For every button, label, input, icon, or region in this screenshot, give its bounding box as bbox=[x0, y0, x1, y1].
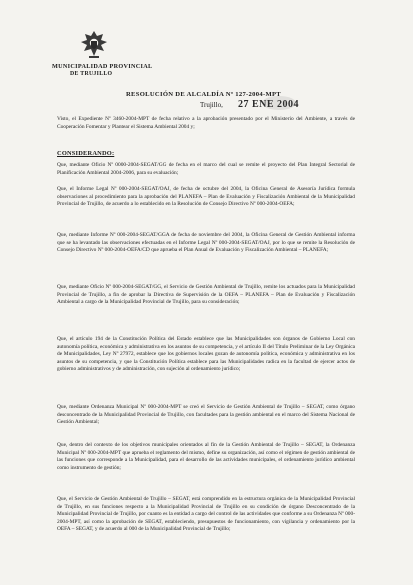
considerando-paragraph-2 bbox=[57, 186, 355, 209]
considerando-paragraph-5 bbox=[57, 336, 355, 374]
org-name-line1: MUNICIPALIDAD PROVINCIAL bbox=[52, 63, 153, 70]
resolution-title: RESOLUCIÓN DE ALCALDÍA Nº 127-2004-MPT bbox=[126, 91, 281, 98]
ink-smudge bbox=[262, 96, 296, 110]
date-stamp: 27 ENE 2004 bbox=[238, 99, 300, 110]
paragraph-text: Visto, el Expediente Nº 3460-2004-MPT de fecha relativo a la aprobación presentado por el Ministerio del Ambiente, a través de Cooperación Fomentar y Plantear el Sistema Ambiental 2004 y; bbox=[57, 116, 355, 130]
section-heading: CONSIDERANDO: bbox=[57, 150, 115, 157]
paragraph-text: Que, mediante Oficio Nº 000-2004-SEGAT/GG, el Servicio de Gestión Ambiental de Trujillo, remite los actuados para la Municipalidad Provincial de Trujillo, a fin de aprobar la Directiva de Supervisión de la OEFA – PLANEFA – Plan de Evaluación y Fiscalización Ambiental a cargo de la Municipalidad Provincial de Trujillo, para su consideración; bbox=[57, 284, 355, 305]
paragraph-text: Que, dentro del contexto de los objetivos municipales orientados al fin de la Gestión Ambiental de Trujillo – SEGAT, la Ordenanza Municipal Nº 000-2004-MPT que aprueba el reglamento del mismo, define su organización, así como el régimen de gestión ambiental de las funciones que corresponde a la Municipalidad, para el desarrollo de las actividades municipales, el ordenamiento jurídico ambiental como instrumento de gestión; bbox=[57, 442, 355, 471]
visto-paragraph bbox=[57, 116, 355, 131]
paragraph-text: Que, el artículo 194 de la Constitución Política del Estado establece que las Municipalidades son órganos de Gobierno Local con autonomía política, económica y administrativa en los asuntos de su competencia, y el artículo II del Título Preliminar de la Ley Orgánica de Municipalidades, Ley Nº 27972, establece que los gobiernos locales gozan de autonomía política, económica y administrativa en los asuntos de su competencia, y que la Constitución Política establece para las Municipalidades radica en la facultad de ejercer actos de gobierno administrativos y de administración, con sujeción al ordenamiento jurídico; bbox=[57, 336, 355, 372]
place-label: Trujillo, bbox=[200, 101, 223, 109]
considerando-paragraph-4 bbox=[57, 284, 355, 307]
paragraph-text: Que, el Servicio de Gestión Ambiental de Trujillo – SEGAT, está comprendido en la estructura orgánica de la Municipalidad Provincial de Trujillo, en sus funciones respecto a la Municipalidad Provincial de Trujillo en su condición de órgano Desconcentrado de la Municipalidad Provincial de Trujillo, por cuanto es la entidad a cargo del control de las actividades que conforme a su Ordenanza Nº 000-2004-MPT, así como la aprobación de SEGAT, estableciendo, presupuestos de funcionamiento, con vigilancia y ordenamiento por la OEFA – SEGAT, y de acuerdo al 000 de la Municipalidad Provincial de Trujillo; bbox=[57, 496, 355, 532]
considerando-paragraph-6 bbox=[57, 404, 355, 427]
considerando-paragraph-8 bbox=[57, 496, 355, 534]
considerando-paragraph-1 bbox=[57, 162, 355, 177]
considerando-paragraph-7 bbox=[57, 442, 355, 472]
municipal-crest-icon bbox=[80, 30, 108, 60]
paragraph-text: Que, mediante Ordenanza Municipal Nº 000-2004-MPT se creó el Servicio de Gestión Ambiental de Trujillo – SEGAT, como órgano desconcentrado de la Municipalidad Provincial de Trujillo, con facultades para la gestión ambiental en el marco del Sistema Nacional de Gestión Ambiental; bbox=[57, 404, 355, 425]
paragraph-text: Que, el Informe Legal Nº 000-2004-SEGAT/OAJ, de fecha de octubre del 2004, la Oficina General de Asesoría Jurídica formula observaciones al procedimiento para la aprobación del PLANEFA – Plan de Evaluación y Fiscalización Ambiental de la Municipalidad Provincial de Trujillo, de acuerdo a lo establecido en la Resolución de Consejo Directivo Nº 000-2004-OEFA; bbox=[57, 186, 355, 207]
paragraph-text: Que, mediante Informe Nº 000-2004-SEGAT/GGA de fecha de noviembre del 2004, la Oficina General de Gestión Ambiental informa que se ha levantado las observaciones efectuadas en el Informe Legal Nº 000-2004-SEGAT/OAJ, por lo que se remite la Resolución de Consejo Directivo Nº 000-2004-OEFA/CD que aprueba el Plan Anual de Evaluación y Fiscalización Ambiental – PLANEFA; bbox=[57, 232, 355, 253]
considerando-paragraph-3 bbox=[57, 232, 355, 255]
paragraph-text: Que, mediante Oficio Nº 0000-2004-SEGAT/GG de fecha en el marco del cual se remite el proyecto del Plan Integral Sectorial de Planificación Ambiental 2004-2006, para su evaluación; bbox=[57, 162, 355, 176]
org-name-line2: DE TRUJILLO bbox=[70, 71, 113, 77]
